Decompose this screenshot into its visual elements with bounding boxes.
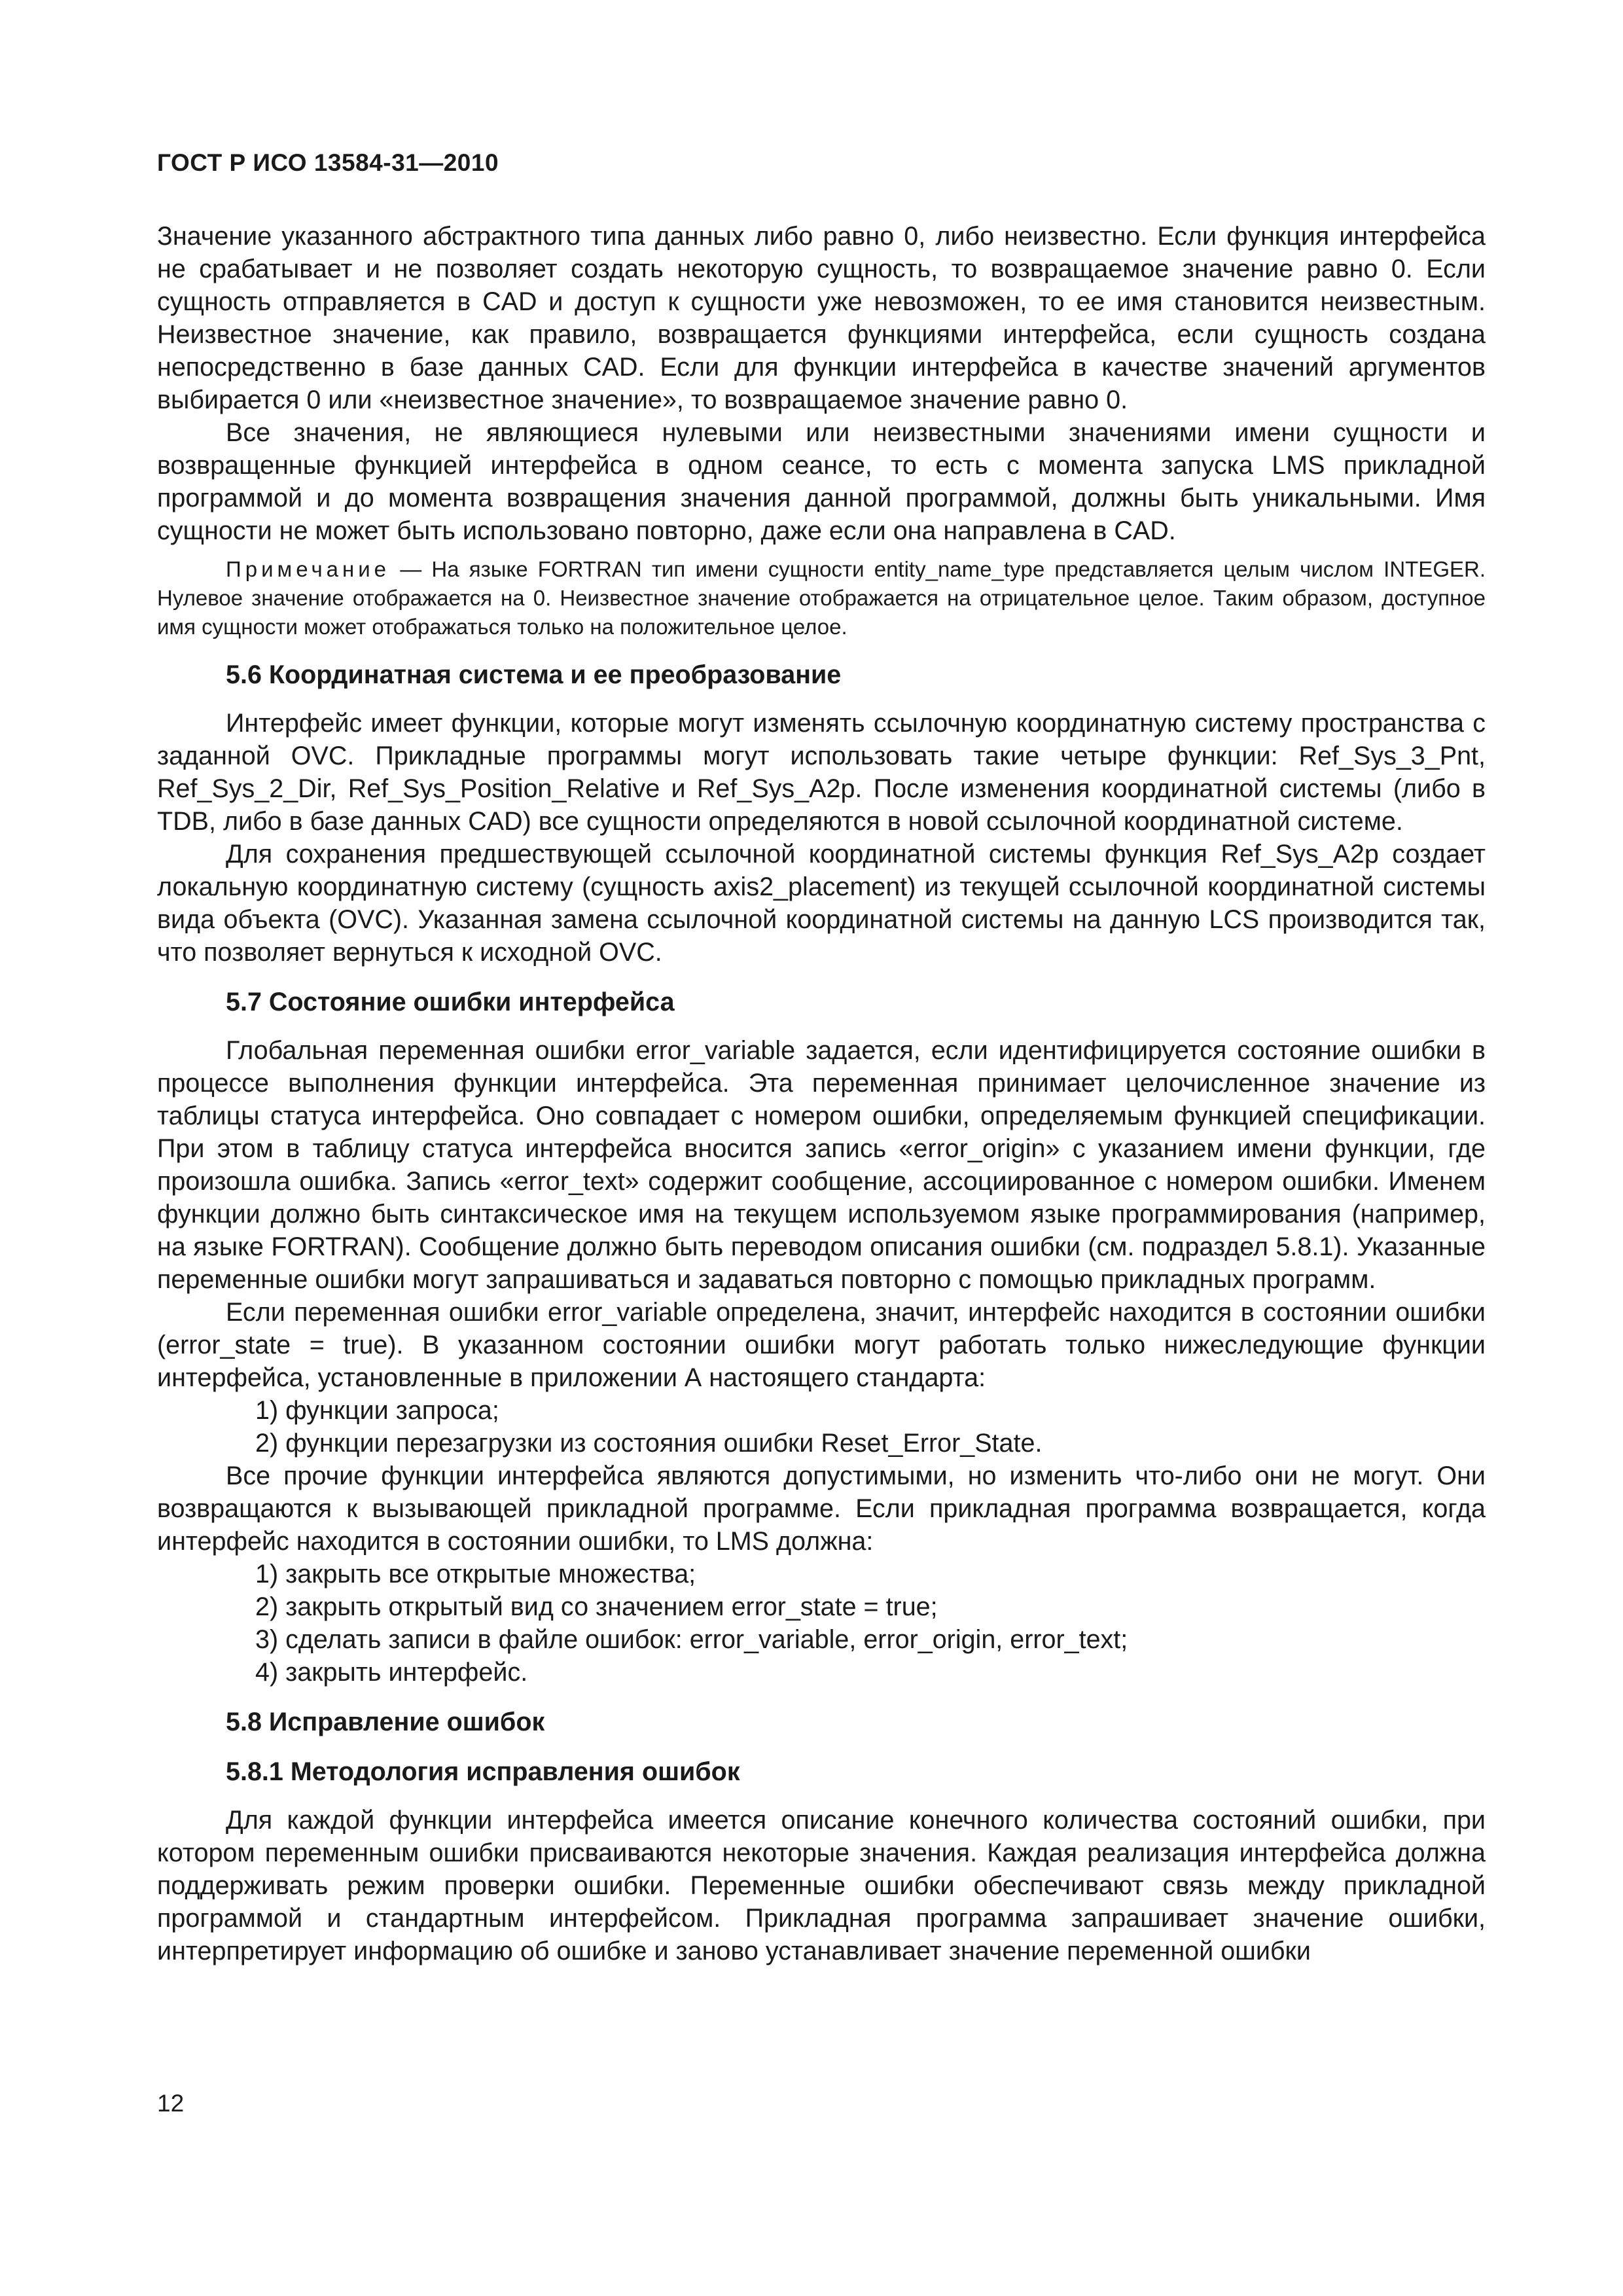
note-text: — На языке FORTRAN тип имени сущности entity_name_type представляется целым числом INTEGER. Нулевое значение отображается на 0. Неизвестное значение отображается на отрицательное целое. Таким образом, доступное имя сущности может отображаться только на положительное целое.: [157, 557, 1486, 639]
paragraph: Интерфейс имеет функции, которые могут изменять ссылочную координатную систему пространства с заданной OVC. Прикладные программы могут использовать такие четыре функции: Ref_Sys_3_Pnt, Ref_Sys_2_Dir, Ref_Sys_Position_Relative и Ref_Sys_A2p. После изменения координатной системы (либо в TDB, либо в базе данных CAD) все сущности определяются в новой ссылочной координатной системе.: [157, 709, 1486, 836]
list-item: 2) функции перезагрузки из состояния ошибки Reset_Error_State.: [255, 1429, 1043, 1458]
section-heading: 5.7 Состояние ошибки интерфейса: [226, 988, 675, 1016]
list-item: 1) закрыть все открытые множества;: [255, 1560, 696, 1588]
section-heading: 5.6 Координатная система и ее преобразование: [226, 660, 842, 689]
page-header-title: ГОСТ Р ИСО 13584-31—2010: [157, 149, 499, 176]
section-heading: 5.8 Исправление ошибок: [226, 1708, 545, 1736]
document-body: [157, 220, 1486, 1967]
list-item: 1) функции запроса;: [255, 1396, 499, 1425]
list-item: 2) закрыть открытый вид со значением error_state = true;: [255, 1592, 938, 1621]
note: [157, 555, 1486, 641]
list-item: 4) закрыть интерфейс.: [255, 1658, 528, 1687]
paragraph: Значение указанного абстрактного типа данных либо равно 0, либо неизвестно. Если функция интерфейса не срабатывает и не позволяет создать некоторую сущность, то возвращаемое значение равно 0. Если сущность отправляется в CAD и доступ к сущности уже невозможен, то ее имя становится неизвестным. Неизвестное значение, как правило, возвращается функциями интерфейса, если сущность создана непосредственно в базе данных CAD. Если для функции интерфейса в качестве значений аргументов выбирается 0 или «неизвестное значение», то возвращаемое значение равно 0.: [157, 222, 1486, 414]
paragraph: Если переменная ошибки error_variable определена, значит, интерфейс находится в состоянии ошибки (error_state = true). В указанном состоянии ошибки могут работать только нижеследующие функции интерфейса, установленные в приложении А настоящего стандарта:: [157, 1298, 1486, 1392]
paragraph: Глобальная переменная ошибки error_variable задается, если идентифицируется состояние ошибки в процессе выполнения функции интерфейса. Эта переменная принимает целочисленное значение из таблицы статуса интерфейса. Оно совпадает с номером ошибки, определяемым функцией спецификации. При этом в таблицу статуса интерфейса вносится запись «error_origin» с указанием имени функции, где произошла ошибка. Запись «error_text» содержит сообщение, ассоциированное с номером ошибки. Именем функции должно быть синтаксическое имя на текущем используемом языке программирования (например, на языке FORTRAN). Сообщение должно быть переводом описания ошибки (см. подраздел 5.8.1). Указанные переменные ошибки могут запрашиваться и задаваться повторно с помощью прикладных программ.: [157, 1036, 1486, 1294]
paragraph: Для сохранения предшествующей ссылочной координатной системы функция Ref_Sys_A2p создает локальную координатную систему (сущность axis2_placement) из текущей ссылочной координатной системы вида объекта (OVC). Указанная замена ссылочной координатной системы на данную LCS производится так, что позволяет вернуться к исходной OVC.: [157, 840, 1486, 967]
paragraph: Все прочие функции интерфейса являются допустимыми, но изменить что-либо они не могут. Они возвращаются к вызывающей прикладной программе. Если прикладная программа возвращается, когда интерфейс находится в состоянии ошибки, то LMS должна:: [157, 1462, 1486, 1556]
paragraph: Для каждой функции интерфейса имеется описание конечного количества состояний ошибки, при котором переменным ошибки присваиваются некоторые значения. Каждая реализация интерфейса должна поддерживать режим проверки ошибки. Переменные ошибки обеспечивают связь между прикладной программой и стандартным интерфейсом. Прикладная программа запрашивает значение ошибки, интерпретирует информацию об ошибке и заново устанавливает значение переменной ошибки: [157, 1806, 1486, 1965]
paragraph: Все значения, не являющиеся нулевыми или неизвестными значениями имени сущности и возвращенные функцией интерфейса в одном сеансе, то есть с момента запуска LMS прикладной программой и до момента возвращения значения данной программой, должны быть уникальными. Имя сущности не может быть использовано повторно, даже если она направлена в CAD.: [157, 418, 1486, 545]
note-label: Примечание: [226, 557, 391, 581]
subsection-heading: 5.8.1 Методология исправления ошибок: [226, 1757, 740, 1786]
page-number: 12: [157, 2090, 185, 2117]
list-item: 3) сделать записи в файле ошибок: error_variable, error_origin, error_text;: [255, 1625, 1128, 1654]
